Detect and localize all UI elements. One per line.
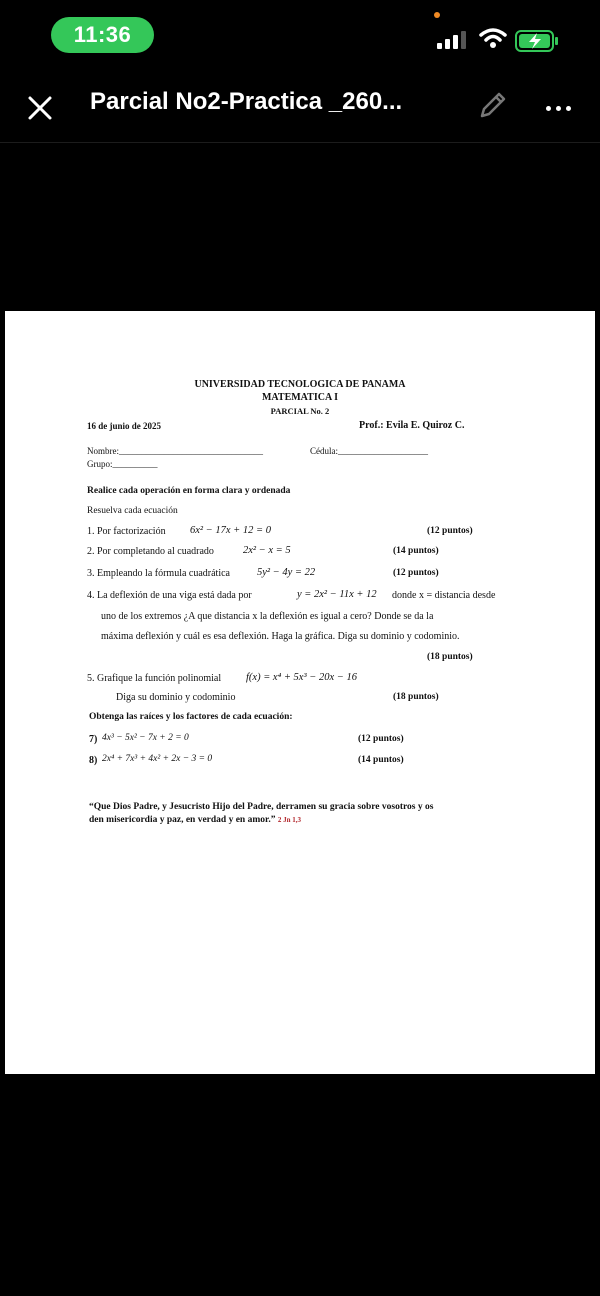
privacy-indicator-dot <box>434 12 440 18</box>
more-options-button[interactable] <box>540 90 576 126</box>
question-7-equation: 4x³ − 5x² − 7x + 2 = 0 <box>102 733 189 743</box>
document-header <box>0 70 600 143</box>
question-4-line-1: 4. La deflexión de una viga está dada por <box>87 590 252 601</box>
closing-quote-line-1: “Que Dios Padre, y Jesucristo Hijo del Padre, derramen su gracia sobre vosotros y os <box>89 802 434 812</box>
cedula-field: Cédula:____________________ <box>310 446 428 456</box>
question-2-equation: 2x² − x = 5 <box>243 545 291 556</box>
question-3-points: (12 puntos) <box>393 568 439 578</box>
question-4-line-1-end: donde x = distancia desde <box>392 590 496 601</box>
question-5-equation: f(x) = x⁴ + 5x³ − 20x − 16 <box>246 672 357 683</box>
question-5-label: 5. Grafique la función polinomial <box>87 673 222 684</box>
exam-heading: PARCIAL No. 2 <box>270 406 330 416</box>
document-page[interactable] <box>5 311 595 1074</box>
closing-quote-text: den misericordia y paz, en verdad y en amor.” <box>89 815 276 825</box>
nombre-field: Nombre:________________________________ <box>87 446 263 456</box>
instruction-text: Realice cada operación en forma clara y ordenada <box>87 486 291 496</box>
question-1-points: (12 puntos) <box>427 526 473 536</box>
question-1-equation: 6x² − 17x + 12 = 0 <box>190 525 271 536</box>
question-7-label: 7) <box>89 734 98 745</box>
question-8-points: (14 puntos) <box>358 755 404 765</box>
question-4-equation: y = 2x² − 11x + 12 <box>297 589 377 600</box>
question-4-points: (18 puntos) <box>427 652 473 662</box>
cellular-signal-icon <box>437 31 467 49</box>
question-8-equation: 2x⁴ + 7x³ + 4x² + 2x − 3 = 0 <box>102 754 213 764</box>
university-heading: UNIVERSIDAD TECNOLOGICA DE PANAMA <box>194 379 406 390</box>
question-4-line-2: uno de los extremos ¿A que distancia x la deflexión es igual a cero? Donde se da la <box>101 611 434 622</box>
course-heading: MATEMATICA I <box>261 392 339 403</box>
question-7-points: (12 puntos) <box>358 734 404 744</box>
question-5-points: (18 puntos) <box>393 692 439 702</box>
more-dot <box>566 106 571 111</box>
document-title: Parcial No2-Practica _260... <box>90 88 403 115</box>
more-dot <box>556 106 561 111</box>
professor-name: Prof.: Evila E. Quiroz C. <box>359 420 465 431</box>
question-4-line-3: máxima deflexión y cuál es esa deflexión. Haga la gráfica. Diga su dominio y codominio. <box>101 631 460 642</box>
question-8-label: 8) <box>89 755 98 766</box>
question-3-equation: 5y² − 4y = 22 <box>257 567 316 578</box>
close-icon[interactable] <box>22 90 58 126</box>
edit-pencil-icon[interactable] <box>474 88 510 124</box>
question-5-subtext: Diga su dominio y codominio <box>116 692 236 703</box>
status-time: 11:36 <box>51 17 154 53</box>
question-2-points: (14 puntos) <box>393 546 439 556</box>
battery-charging-icon <box>515 30 559 52</box>
exam-date: 16 de junio de 2025 <box>87 421 162 431</box>
question-1-label: 1. Por factorización <box>87 526 166 537</box>
roots-heading: Obtenga las raíces y los factores de cada ecuación: <box>89 712 293 722</box>
question-3-label: 3. Empleando la fórmula cuadrática <box>87 568 230 579</box>
closing-quote-line-2 <box>89 815 301 825</box>
subinstruction-text: Resuelva cada ecuación <box>87 506 178 516</box>
wifi-icon <box>479 27 507 49</box>
more-dot <box>546 106 551 111</box>
question-2-label: 2. Por completando al cuadrado <box>87 546 214 557</box>
quote-reference: 2 Jn 1,3 <box>277 816 302 824</box>
grupo-field: Grupo:__________ <box>87 459 158 469</box>
status-bar <box>0 0 600 70</box>
